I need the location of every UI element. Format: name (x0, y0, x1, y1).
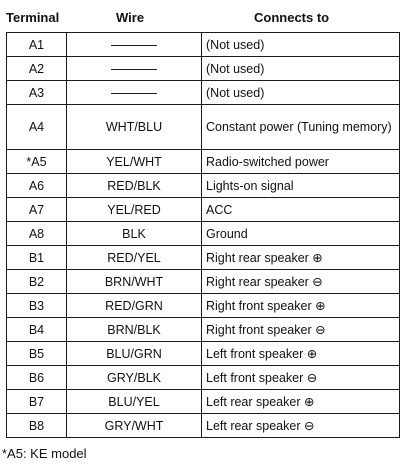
terminal-cell: A4 (7, 105, 67, 150)
terminal-cell: B6 (7, 366, 67, 390)
header-connects-to: Connects to (254, 10, 330, 25)
table-row (7, 246, 400, 270)
connects-to-cell: Right front speaker ⊕ (202, 294, 400, 318)
terminal-cell: A3 (7, 81, 67, 105)
wire-cell: WHT/BLU (67, 105, 202, 150)
wire-cell (67, 81, 202, 105)
connects-to-cell: Ground (202, 222, 400, 246)
wire-cell: GRY/WHT (67, 414, 202, 438)
connects-to-cell: Radio-switched power (202, 150, 400, 174)
connects-to-cell: Lights-on signal (202, 174, 400, 198)
connects-to-cell: Left front speaker ⊖ (202, 366, 400, 390)
table-row (7, 366, 400, 390)
wire-cell: YEL/RED (67, 198, 202, 222)
terminal-cell: B7 (7, 390, 67, 414)
connects-to-cell: (Not used) (202, 57, 400, 81)
table-row (7, 81, 400, 105)
table-row (7, 105, 400, 150)
wire-cell: BLK (67, 222, 202, 246)
table-body (7, 33, 400, 438)
wire-cell: YEL/WHT (67, 150, 202, 174)
connects-to-cell: (Not used) (202, 33, 400, 57)
table-row (7, 222, 400, 246)
table-row (7, 342, 400, 366)
table-row (7, 414, 400, 438)
header-wire: Wire (116, 10, 145, 25)
table-row (7, 174, 400, 198)
terminal-cell: B2 (7, 270, 67, 294)
terminal-cell: B3 (7, 294, 67, 318)
wire-cell: BRN/BLK (67, 318, 202, 342)
table-header (6, 10, 402, 30)
wire-cell: BRN/WHT (67, 270, 202, 294)
terminal-cell: B8 (7, 414, 67, 438)
connects-to-cell: Right front speaker ⊖ (202, 318, 400, 342)
table-row (7, 270, 400, 294)
footnote: *A5: KE model (2, 446, 87, 461)
table-row (7, 294, 400, 318)
connects-to-cell: ACC (202, 198, 400, 222)
table-row (7, 318, 400, 342)
terminal-cell: A1 (7, 33, 67, 57)
table-row (7, 57, 400, 81)
wire-cell: RED/BLK (67, 174, 202, 198)
terminal-cell: A2 (7, 57, 67, 81)
wire-cell: GRY/BLK (67, 366, 202, 390)
no-wire-dash (111, 45, 157, 46)
connects-to-cell: Right rear speaker ⊕ (202, 246, 400, 270)
table-row (7, 33, 400, 57)
terminal-cell: *A5 (7, 150, 67, 174)
wire-cell: BLU/YEL (67, 390, 202, 414)
terminal-cell: A6 (7, 174, 67, 198)
terminal-cell: A8 (7, 222, 67, 246)
wire-cell: RED/GRN (67, 294, 202, 318)
table-row (7, 390, 400, 414)
connects-to-cell: (Not used) (202, 81, 400, 105)
connects-to-cell: Right rear speaker ⊖ (202, 270, 400, 294)
terminal-cell: B1 (7, 246, 67, 270)
connects-to-cell: Left rear speaker ⊖ (202, 414, 400, 438)
table-row (7, 198, 400, 222)
table-row (7, 150, 400, 174)
terminal-cell: B4 (7, 318, 67, 342)
connects-to-cell: Constant power (Tuning memory) (202, 105, 400, 150)
wire-cell: BLU/GRN (67, 342, 202, 366)
connects-to-cell: Left rear speaker ⊕ (202, 390, 400, 414)
terminal-cell: B5 (7, 342, 67, 366)
connects-to-cell: Left front speaker ⊕ (202, 342, 400, 366)
no-wire-dash (111, 93, 157, 94)
wire-cell (67, 57, 202, 81)
no-wire-dash (111, 69, 157, 70)
terminal-wiring-table (6, 32, 400, 438)
terminal-cell: A7 (7, 198, 67, 222)
wire-cell: RED/YEL (67, 246, 202, 270)
header-terminal: Terminal (6, 10, 60, 25)
wire-cell (67, 33, 202, 57)
